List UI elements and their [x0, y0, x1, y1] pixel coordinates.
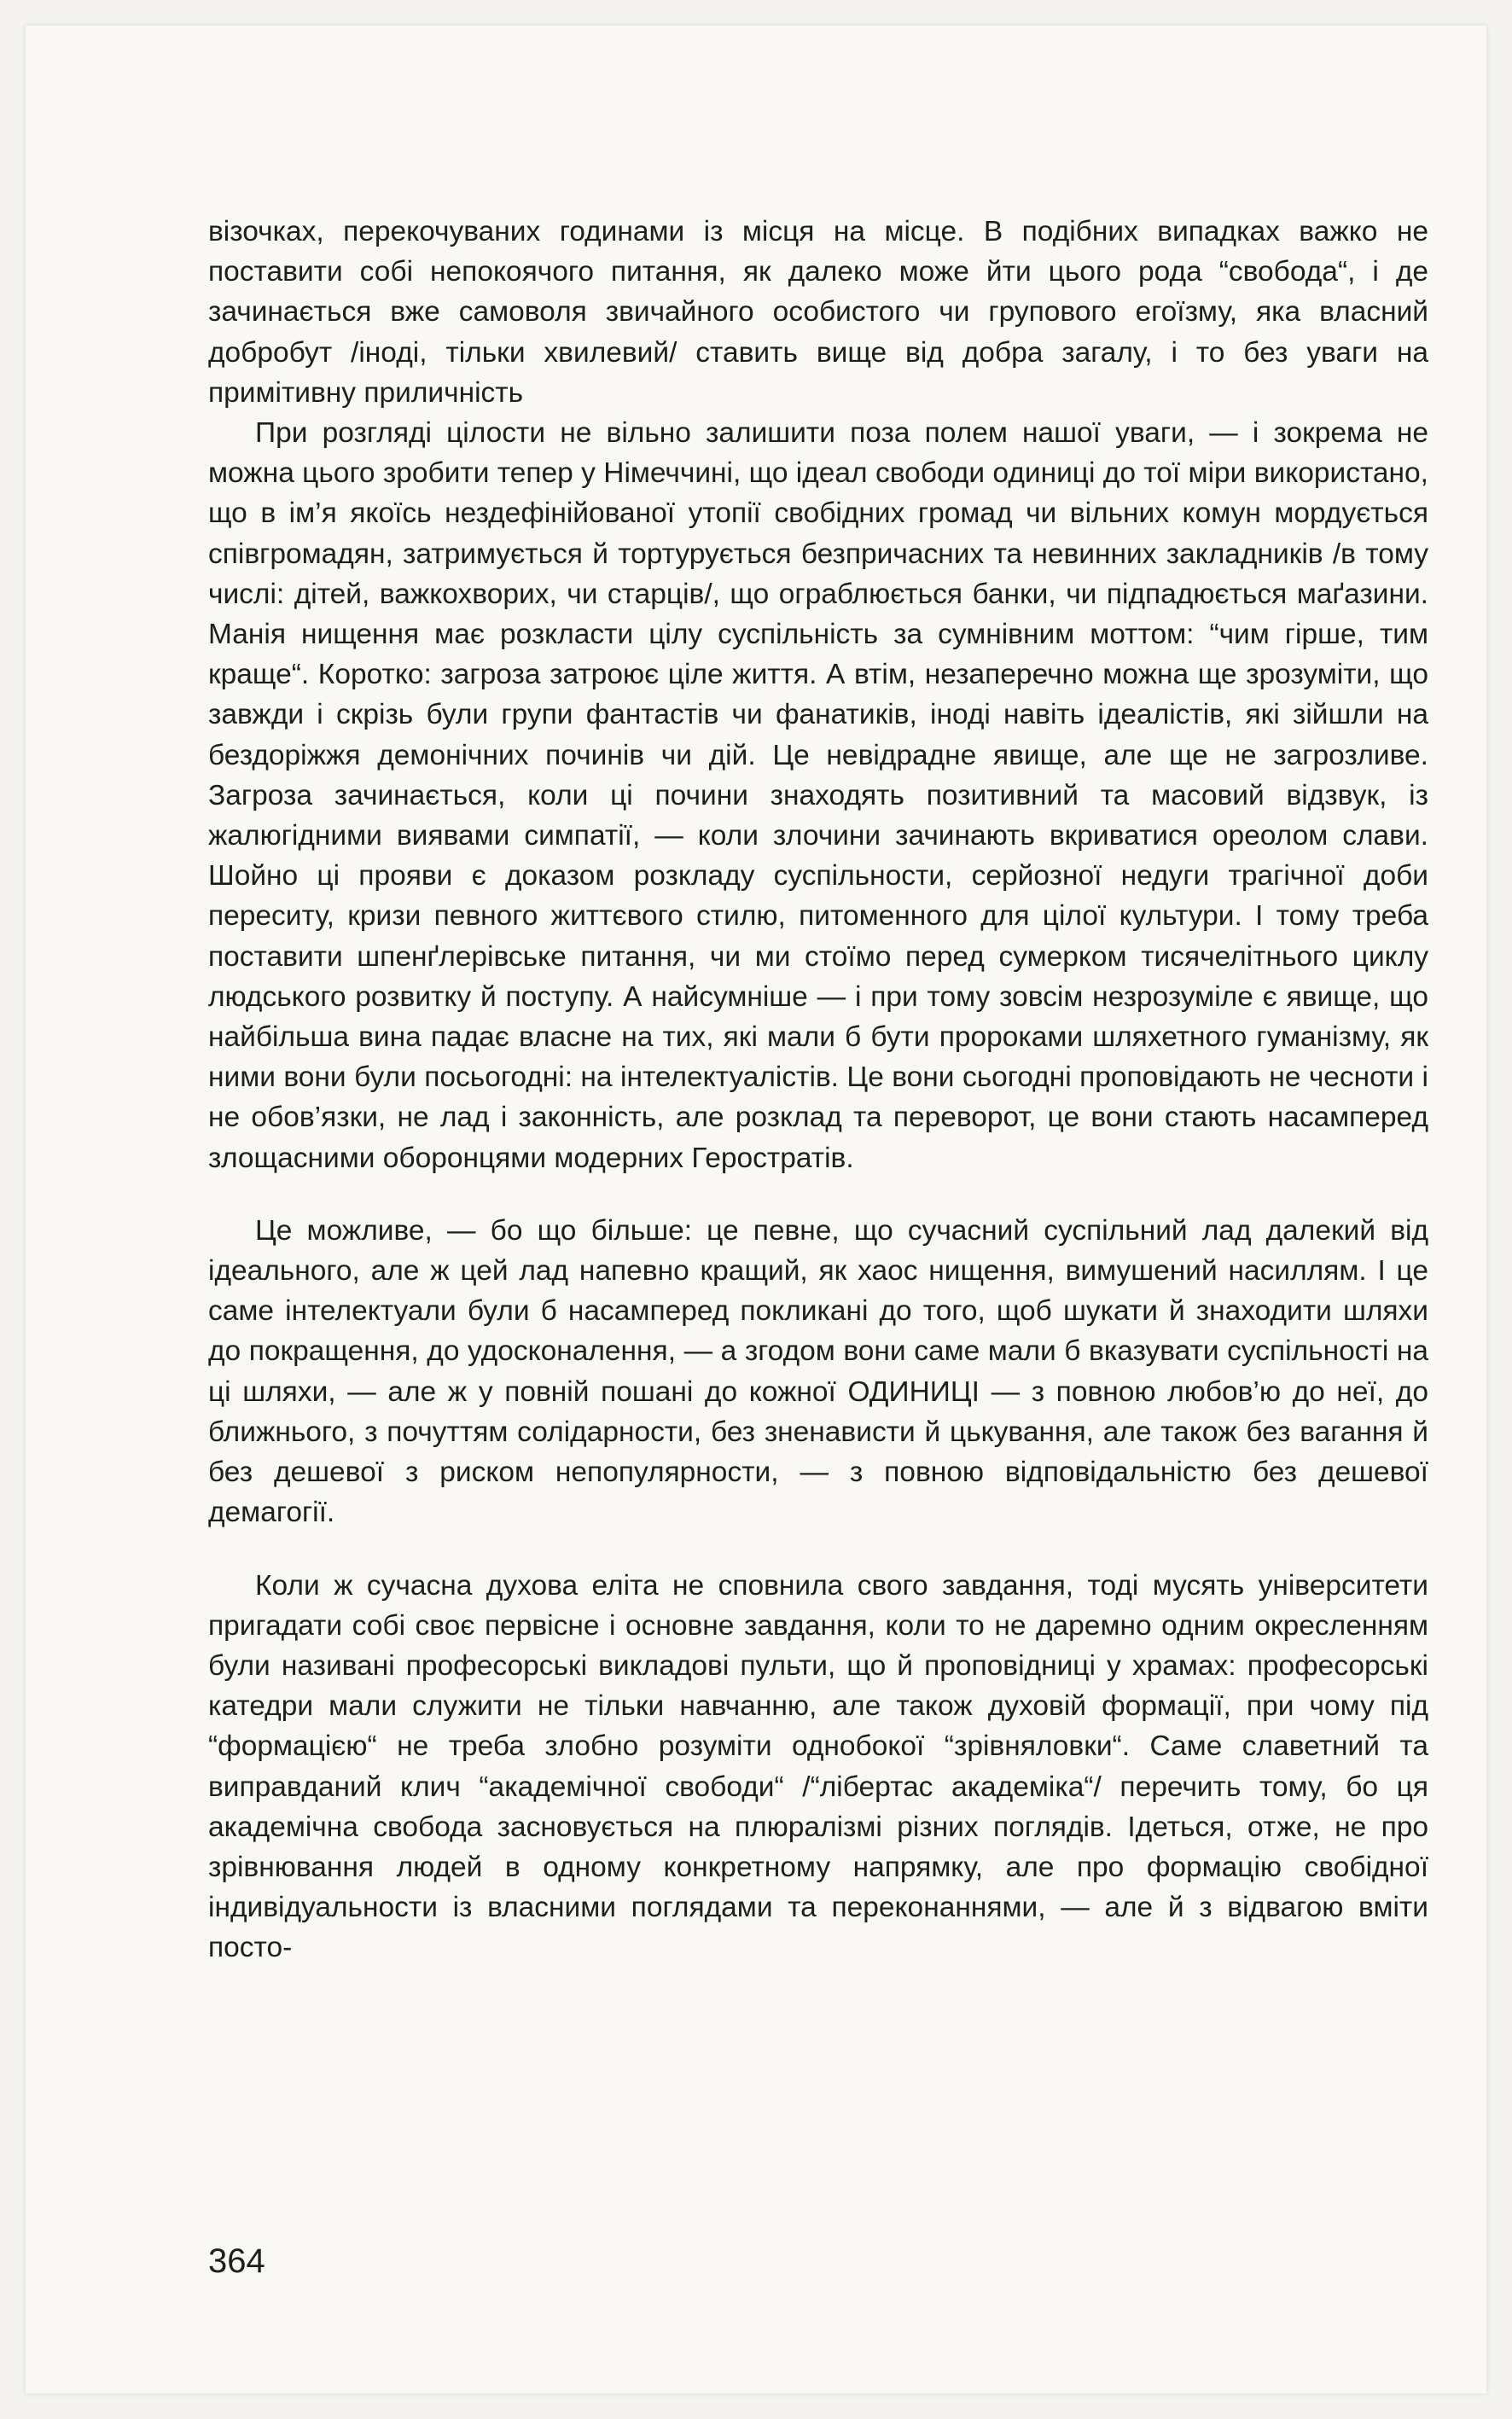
paragraph-2: При розгляді цілости не вільно залишити поза полем нашої уваги, — і зокрема не можна цього зробити тепер у Німеччині, що ідеал свободи одиниці до тої міри використано, що в ім’я якоїсь нездефінійованої утопії свобідних громад чи вільних комун мордується співгромадян, затримується й тортурується безпричасних та невинних закладників /в тому числі: дітей, важкохворих, чи старців/, що ограблюється банки, чи підпадюється маґазини. Манія нищення має розкласти цілу суспільність за сумнівним моттом: “чим гірше, тим краще“. Коротко: загроза затроює ціле життя. А втім, незаперечно можна ще зрозуміти, що завжди і скрізь були групи фантастів чи фанатиків, іноді навіть ідеалістів, які зійшли на бездоріжжя демонічних починів чи дій. Це невідрадне явище, але ще не загрозливе. Загроза зачинається, коли ці почини знаходять позитивний та масовий відзвук, із жалюгідними виявами симпатії, — коли злочини зачинають вкриватися ореолом слави. Шойно ці прояви є доказом розкладу суспільности, серйозної недуги трагічної доби переситу, кризи певного життєвого стилю, питоменного для цілої культури. І тому треба поставити шпенґлерівське питання, чи ми стоїмо перед сумерком тисячелітнього циклу людського розвитку й поступу. А найсумніше — і при тому зовсім незрозуміле є явище, що найбільша вина падає власне на тих, які мали б бути пророками шляхетного гуманізму, як ними вони були посьогодні: на інтелектуалістів. Це вони сьогодні проповідають не чесноти і не обов’язки, не лад і законність, але розклад та переворот, це вони стають насамперед злощасними оборонцями модерних Геростратів. — [208, 417, 1428, 1174]
paragraph-4: Коли ж сучасна духова еліта не сповнила свого завдання, тоді мусять університети пригадати собі своє первісне і основне завдання, коли то не даремно одним окресленням були називані професорські викладові пульти, що й проповідниці у храмах: професорські катедри мали служити не тільки навчанню, але також духовій формації, при чому під “формацією“ не треба злобно розуміти однобокої “зрівняловки“. Саме славетний та виправданий клич “академічної свободи“ /“лібертас академіка“/ перечить тому, бо ця академічна свобода засновується на плюралізмі різних поглядів. Ідеться, отже, не про зрівнювання людей в одному конкретному напрямку, але про формацію свобідної індивідуальности із власними поглядами та переконаннями, — але й з відвагою вміти посто- — [208, 1569, 1428, 1964]
page-number: 364 — [208, 2242, 265, 2280]
body-text — [208, 212, 1428, 1968]
book-page — [26, 26, 1486, 2393]
paragraph-1: візочках, перекочуваних годинами із місця на місце. В подібних випадках важко не поставити собі непокоячого питання, як далеко може йти цього рода “свобода“, і де зачинається вже самоволя звичайного особистого чи групового егоїзму, яка власний добробут /іноді, тільки хвилевий/ ставить вище від добра загалу, і то без уваги на примітивну приличність — [208, 216, 1428, 409]
paragraph-3: Це можливе, — бо що більше: це певне, що сучасний суспільний лад далекий від ідеального, але ж цей лад напевно кращий, як хаос нищення, вимушений насиллям. І це саме інтелектуали були б насамперед покликані до того, щоб шукати й знаходити шляхи до покращення, до удосконалення, — а згодом вони саме мали б вказувати суспільності на ці шляхи, — але ж у повній пошані до кожної ОДИНИЦІ — з повною любов’ю до неї, до ближнього, з почуттям солідарности, без зненависти й цькування, але також без вагання й без дешевої з риском непопулярности, — з повною відповідальністю без дешевої демагогії. — [208, 1214, 1428, 1529]
